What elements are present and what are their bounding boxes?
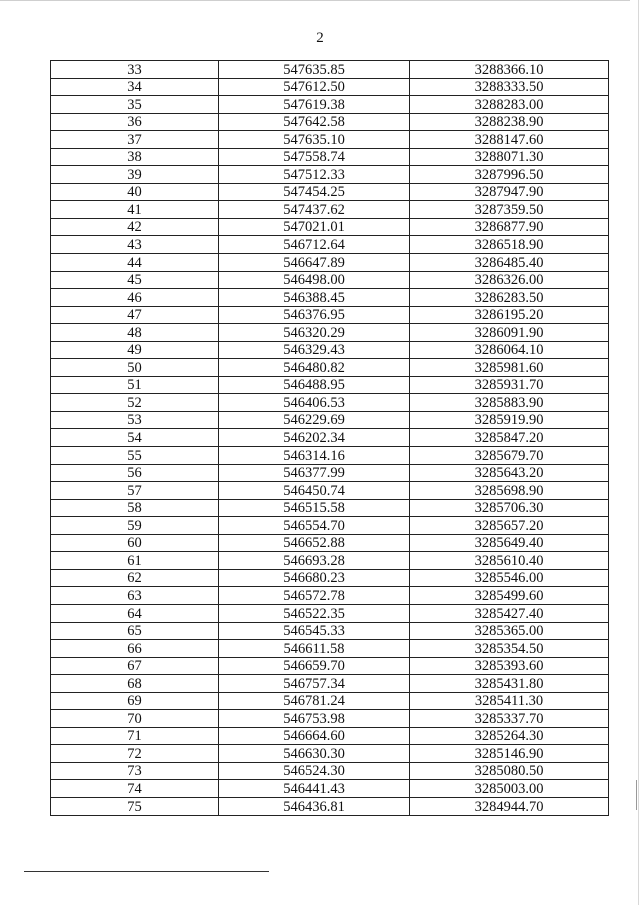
- coordinates-table-body: [51, 61, 609, 816]
- y-coordinate-cell: 3288071.30: [410, 148, 609, 166]
- point-number-cell: 64: [51, 604, 219, 622]
- table-row: [51, 394, 609, 412]
- x-coordinate-cell: 547558.74: [219, 148, 410, 166]
- x-coordinate-cell: 546436.81: [219, 797, 410, 815]
- point-number-cell: 61: [51, 552, 219, 570]
- x-coordinate-cell: 546498.00: [219, 271, 410, 289]
- y-coordinate-cell: 3285499.60: [410, 587, 609, 605]
- x-coordinate-cell: 546376.95: [219, 306, 410, 324]
- point-number-cell: 67: [51, 657, 219, 675]
- x-coordinate-cell: 546630.30: [219, 745, 410, 763]
- y-coordinate-cell: 3285146.90: [410, 745, 609, 763]
- y-coordinate-cell: 3285337.70: [410, 710, 609, 728]
- y-coordinate-cell: 3287359.50: [410, 201, 609, 219]
- point-number-cell: 60: [51, 534, 219, 552]
- y-coordinate-cell: 3285883.90: [410, 394, 609, 412]
- x-coordinate-cell: 546693.28: [219, 552, 410, 570]
- x-coordinate-cell: 546406.53: [219, 394, 410, 412]
- x-coordinate-cell: 546202.34: [219, 429, 410, 447]
- y-coordinate-cell: 3285411.30: [410, 692, 609, 710]
- table-row: [51, 359, 609, 377]
- y-coordinate-cell: 3286326.00: [410, 271, 609, 289]
- point-number-cell: 37: [51, 131, 219, 149]
- y-coordinate-cell: 3288283.00: [410, 96, 609, 114]
- y-coordinate-cell: 3285393.60: [410, 657, 609, 675]
- table-row: [51, 745, 609, 763]
- y-coordinate-cell: 3285847.20: [410, 429, 609, 447]
- point-number-cell: 46: [51, 289, 219, 307]
- table-row: [51, 762, 609, 780]
- point-number-cell: 41: [51, 201, 219, 219]
- y-coordinate-cell: 3286877.90: [410, 218, 609, 236]
- x-coordinate-cell: 546712.64: [219, 236, 410, 254]
- x-coordinate-cell: 547512.33: [219, 166, 410, 184]
- point-number-cell: 53: [51, 411, 219, 429]
- x-coordinate-cell: 546441.43: [219, 780, 410, 798]
- table-row: [51, 640, 609, 658]
- y-coordinate-cell: 3285365.00: [410, 622, 609, 640]
- point-number-cell: 39: [51, 166, 219, 184]
- y-coordinate-cell: 3286064.10: [410, 341, 609, 359]
- x-coordinate-cell: 547454.25: [219, 183, 410, 201]
- x-coordinate-cell: 546522.35: [219, 604, 410, 622]
- y-coordinate-cell: 3287947.90: [410, 183, 609, 201]
- point-number-cell: 52: [51, 394, 219, 412]
- table-row: [51, 675, 609, 693]
- table-row: [51, 61, 609, 79]
- x-coordinate-cell: 546320.29: [219, 324, 410, 342]
- y-coordinate-cell: 3286195.20: [410, 306, 609, 324]
- table-row: [51, 780, 609, 798]
- y-coordinate-cell: 3285610.40: [410, 552, 609, 570]
- x-coordinate-cell: 546554.70: [219, 517, 410, 535]
- y-coordinate-cell: 3285931.70: [410, 376, 609, 394]
- point-number-cell: 51: [51, 376, 219, 394]
- y-coordinate-cell: 3285546.00: [410, 569, 609, 587]
- point-number-cell: 50: [51, 359, 219, 377]
- table-row: [51, 306, 609, 324]
- table-row: [51, 710, 609, 728]
- table-row: [51, 113, 609, 131]
- table-row: [51, 569, 609, 587]
- table-row: [51, 411, 609, 429]
- point-number-cell: 62: [51, 569, 219, 587]
- y-coordinate-cell: 3285679.70: [410, 447, 609, 465]
- y-coordinate-cell: 3287996.50: [410, 166, 609, 184]
- point-number-cell: 71: [51, 727, 219, 745]
- coordinates-table: [50, 60, 609, 816]
- point-number-cell: 63: [51, 587, 219, 605]
- table-row: [51, 131, 609, 149]
- y-coordinate-cell: 3285649.40: [410, 534, 609, 552]
- point-number-cell: 75: [51, 797, 219, 815]
- point-number-cell: 56: [51, 464, 219, 482]
- x-coordinate-cell: 546515.58: [219, 499, 410, 517]
- point-number-cell: 58: [51, 499, 219, 517]
- y-coordinate-cell: 3285657.20: [410, 517, 609, 535]
- x-coordinate-cell: 546753.98: [219, 710, 410, 728]
- y-coordinate-cell: 3286091.90: [410, 324, 609, 342]
- point-number-cell: 48: [51, 324, 219, 342]
- y-coordinate-cell: 3285643.20: [410, 464, 609, 482]
- point-number-cell: 59: [51, 517, 219, 535]
- footer-rule: [24, 871, 269, 872]
- top-border-line: [0, 0, 630, 1]
- y-coordinate-cell: 3285080.50: [410, 762, 609, 780]
- table-row: [51, 78, 609, 96]
- point-number-cell: 69: [51, 692, 219, 710]
- y-coordinate-cell: 3286283.50: [410, 289, 609, 307]
- table-row: [51, 376, 609, 394]
- x-coordinate-cell: 546488.95: [219, 376, 410, 394]
- table-row: [51, 622, 609, 640]
- table-row: [51, 429, 609, 447]
- table-row: [51, 517, 609, 535]
- y-coordinate-cell: 3288333.50: [410, 78, 609, 96]
- right-margin-mark: [636, 780, 637, 810]
- y-coordinate-cell: 3288366.10: [410, 61, 609, 79]
- y-coordinate-cell: 3285427.40: [410, 604, 609, 622]
- table-row: [51, 341, 609, 359]
- x-coordinate-cell: 546388.45: [219, 289, 410, 307]
- point-number-cell: 40: [51, 183, 219, 201]
- table-row: [51, 96, 609, 114]
- point-number-cell: 36: [51, 113, 219, 131]
- point-number-cell: 43: [51, 236, 219, 254]
- x-coordinate-cell: 546680.23: [219, 569, 410, 587]
- x-coordinate-cell: 547612.50: [219, 78, 410, 96]
- x-coordinate-cell: 546545.33: [219, 622, 410, 640]
- table-row: [51, 324, 609, 342]
- table-row: [51, 534, 609, 552]
- x-coordinate-cell: 546377.99: [219, 464, 410, 482]
- x-coordinate-cell: 547635.10: [219, 131, 410, 149]
- table-row: [51, 183, 609, 201]
- point-number-cell: 73: [51, 762, 219, 780]
- x-coordinate-cell: 546572.78: [219, 587, 410, 605]
- point-number-cell: 55: [51, 447, 219, 465]
- y-coordinate-cell: 3285981.60: [410, 359, 609, 377]
- y-coordinate-cell: 3285431.80: [410, 675, 609, 693]
- right-edge-line: [638, 0, 639, 905]
- y-coordinate-cell: 3286518.90: [410, 236, 609, 254]
- x-coordinate-cell: 546229.69: [219, 411, 410, 429]
- table-row: [51, 254, 609, 272]
- x-coordinate-cell: 547021.01: [219, 218, 410, 236]
- table-row: [51, 148, 609, 166]
- x-coordinate-cell: 546652.88: [219, 534, 410, 552]
- x-coordinate-cell: 546757.34: [219, 675, 410, 693]
- point-number-cell: 74: [51, 780, 219, 798]
- x-coordinate-cell: 547642.58: [219, 113, 410, 131]
- table-row: [51, 218, 609, 236]
- x-coordinate-cell: 547437.62: [219, 201, 410, 219]
- table-row: [51, 289, 609, 307]
- y-coordinate-cell: 3285698.90: [410, 482, 609, 500]
- table-row: [51, 271, 609, 289]
- x-coordinate-cell: 546781.24: [219, 692, 410, 710]
- table-row: [51, 604, 609, 622]
- y-coordinate-cell: 3288147.60: [410, 131, 609, 149]
- point-number-cell: 38: [51, 148, 219, 166]
- point-number-cell: 65: [51, 622, 219, 640]
- y-coordinate-cell: 3285003.00: [410, 780, 609, 798]
- x-coordinate-cell: 547619.38: [219, 96, 410, 114]
- y-coordinate-cell: 3285919.90: [410, 411, 609, 429]
- page-number: 2: [316, 30, 324, 46]
- y-coordinate-cell: 3284944.70: [410, 797, 609, 815]
- table-row: [51, 657, 609, 675]
- point-number-cell: 57: [51, 482, 219, 500]
- y-coordinate-cell: 3285706.30: [410, 499, 609, 517]
- point-number-cell: 72: [51, 745, 219, 763]
- table-row: [51, 447, 609, 465]
- table-row: [51, 587, 609, 605]
- point-number-cell: 47: [51, 306, 219, 324]
- table-row: [51, 692, 609, 710]
- point-number-cell: 68: [51, 675, 219, 693]
- y-coordinate-cell: 3288238.90: [410, 113, 609, 131]
- table-row: [51, 464, 609, 482]
- x-coordinate-cell: 546659.70: [219, 657, 410, 675]
- x-coordinate-cell: 546450.74: [219, 482, 410, 500]
- y-coordinate-cell: 3285354.50: [410, 640, 609, 658]
- x-coordinate-cell: 546647.89: [219, 254, 410, 272]
- point-number-cell: 42: [51, 218, 219, 236]
- x-coordinate-cell: 546664.60: [219, 727, 410, 745]
- table-row: [51, 552, 609, 570]
- point-number-cell: 34: [51, 78, 219, 96]
- y-coordinate-cell: 3286485.40: [410, 254, 609, 272]
- point-number-cell: 45: [51, 271, 219, 289]
- point-number-cell: 44: [51, 254, 219, 272]
- point-number-cell: 35: [51, 96, 219, 114]
- point-number-cell: 33: [51, 61, 219, 79]
- table-row: [51, 727, 609, 745]
- table-row: [51, 201, 609, 219]
- table-row: [51, 166, 609, 184]
- x-coordinate-cell: 546329.43: [219, 341, 410, 359]
- x-coordinate-cell: 546480.82: [219, 359, 410, 377]
- table-row: [51, 236, 609, 254]
- table-row: [51, 797, 609, 815]
- point-number-cell: 66: [51, 640, 219, 658]
- point-number-cell: 70: [51, 710, 219, 728]
- x-coordinate-cell: 546524.30: [219, 762, 410, 780]
- table-row: [51, 499, 609, 517]
- y-coordinate-cell: 3285264.30: [410, 727, 609, 745]
- x-coordinate-cell: 547635.85: [219, 61, 410, 79]
- table-row: [51, 482, 609, 500]
- point-number-cell: 49: [51, 341, 219, 359]
- x-coordinate-cell: 546314.16: [219, 447, 410, 465]
- point-number-cell: 54: [51, 429, 219, 447]
- x-coordinate-cell: 546611.58: [219, 640, 410, 658]
